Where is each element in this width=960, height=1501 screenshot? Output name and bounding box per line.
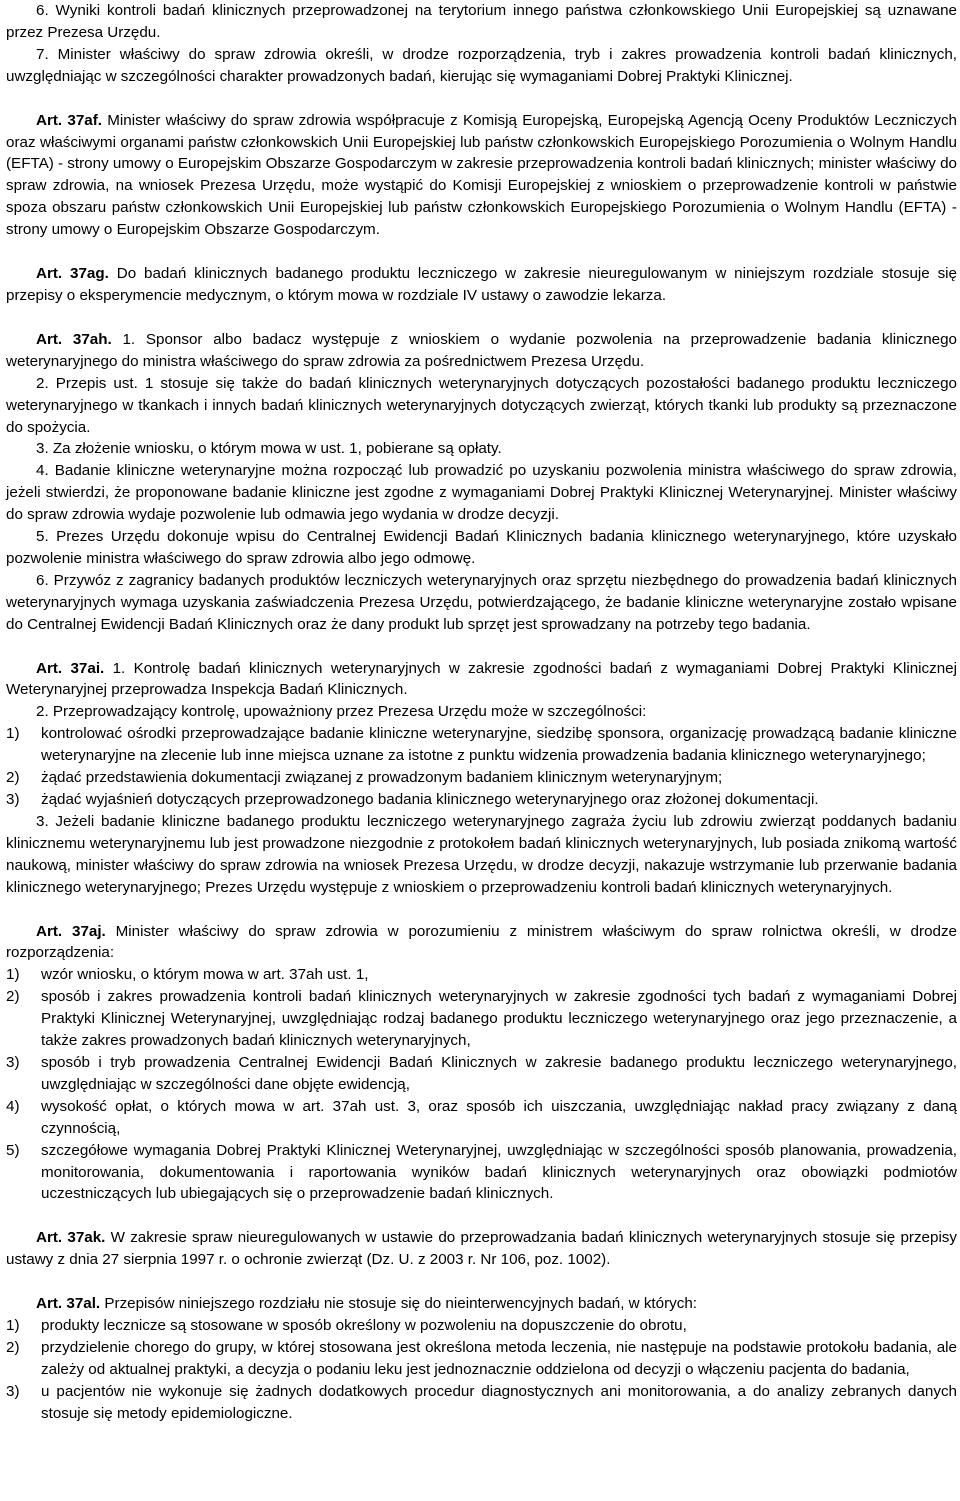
article-37ai-paragraph-3: 3. Jeżeli badanie kliniczne badanego produktu leczniczego weterynaryjnego zagraża życiu lub zdrowiu zwierząt poddanych badaniu klinicznemu weterynaryjnemu lub jest prowadzone niezgodnie z protokołem badań klinicznych weterynaryjnych, lub posiada znikomą wartość naukową, minister właściwy do spraw zdrowia na wniosek Prezesa Urzędu, w drodze decyzji, nakazuje wstrzymanie lub przerwanie badania klinicznego weterynaryjnego; Prezes Urzędu występuje z wnioskiem o przeprowadzeniu kontroli badań klinicznych weterynaryjnych. xyxy=(6,812,957,896)
article-37aj-text: Minister właściwy do spraw zdrowia w porozumieniu z ministrem właściwym do spraw rolnictwa określi, w drodze rozporządzenia: xyxy=(6,922,957,962)
paragraph-7: 7. Minister właściwy do spraw zdrowia określi, w drodze rozporządzenia, tryb i zakres prowadzenia kontroli badań klinicznych, uwzględniając w szczególności charakter prowadzonych badań, kierując się wymaganiami Dobrej Praktyki Klinicznej. xyxy=(6,45,957,85)
list-item xyxy=(6,1140,957,1206)
list-item-number: 1) xyxy=(6,1317,20,1335)
list-item-text: szczegółowe wymagania Dobrej Praktyki Klinicznej Weterynaryjnej, uwzględniając w szczególności sposób planowania, prowadzenia, monitorowania, dokumentowania i raportowania wyników badań klinicznych weterynaryjnych oraz obowiązki podmiotów uczestniczących lub ubiegających się o przeprowadzenie badań klinicznych. xyxy=(41,1141,957,1203)
article-37ai-heading: Art. 37ai. xyxy=(36,659,105,677)
article-37ai-paragraph-1: 1. Kontrolę badań klinicznych weterynaryjnych w zakresie zgodności badań z wymaganiami Dobrej Praktyki Klinicznej Weterynaryjnej przeprowadza Inspekcja Badań Klinicznych. xyxy=(6,659,957,699)
list-item xyxy=(6,1337,957,1381)
list-item xyxy=(6,1381,957,1425)
article-37af-heading: Art. 37af. xyxy=(36,111,103,129)
paragraph-6: 6. Wyniki kontroli badań klinicznych przeprowadzonej na terytorium innego państwa członkowskiego Unii Europejskiej są uznawane przez Prezesa Urzędu. xyxy=(6,2,957,41)
article-37ag-heading: Art. 37ag. xyxy=(36,265,109,283)
list-item-text: sposób i tryb prowadzenia Centralnej Ewidencji Badań Klinicznych w zakresie badanego produktu leczniczego weterynaryjnego, uwzględniając w szczególności dane objęte ewidencją, xyxy=(41,1053,957,1093)
article-37aj-heading: Art. 37aj. xyxy=(36,922,106,940)
list-item xyxy=(6,767,957,789)
list-item-text: kontrolować ośrodki przeprowadzające badanie kliniczne weterynaryjne, siedzibę sponsora, organizację prowadzącą badanie kliniczne weterynaryjne na zlecenie lub inne miejsca uznane za istotne z punktu widzenia prowadzenia badania klinicznego weterynaryjnego; xyxy=(41,725,957,765)
list-item xyxy=(6,1315,957,1337)
article-37ag xyxy=(6,263,957,307)
list-item xyxy=(6,1096,957,1140)
article-37al-heading: Art. 37al. xyxy=(36,1295,101,1313)
list-item xyxy=(6,964,957,986)
article-37ah-paragraph-3: 3. Za złożenie wniosku, o którym mowa w ust. 1, pobierane są opłaty. xyxy=(36,440,502,458)
list-item-text: wzór wniosku, o którym mowa w art. 37ah ust. 1, xyxy=(41,966,369,984)
list-item-text: sposób i zakres prowadzenia kontroli badań klinicznych weterynaryjnych w zakresie zgodności tych badań z wymaganiami Dobrej Praktyki Klinicznej Weterynaryjnej, uwzględniając rodzaj badanego produktu leczniczego weterynaryjnego oraz jego przeznaczenie, a także zakres prowadzonych badań klinicznych weterynaryjnych, xyxy=(41,988,957,1050)
article-37ah-heading: Art. 37ah. xyxy=(36,330,112,348)
list-item-text: przydzielenie chorego do grupy, w której stosowana jest określona metoda leczenia, nie następuje na podstawie protokołu badania, ale zależy od aktualnej praktyki, a decyzja o podaniu leku jest jednoznacznie oddzielona od decyzji o włączeniu pacjenta do badania, xyxy=(41,1338,957,1378)
list-item xyxy=(6,1052,957,1096)
article-37ak-text: W zakresie spraw nieuregulowanych w ustawie do przeprowadzania badań klinicznych weterynaryjnych stosuje się przepisy ustawy z dnia 27 sierpnia 1997 r. o ochronie zwierząt (Dz. U. z 2003 r. Nr 106, poz. 1002). xyxy=(6,1229,957,1269)
list-item xyxy=(6,723,957,767)
article-37ak xyxy=(6,1227,957,1271)
list-item xyxy=(6,789,957,811)
list-item-text: wysokość opłat, o których mowa w art. 37ah ust. 3, oraz sposób ich uiszczania, uwzględniając nakład pracy związany z daną czynnością, xyxy=(41,1097,957,1137)
list-item-text: żądać przedstawienia dokumentacji związanej z prowadzonym badaniem klinicznym weterynaryjnym; xyxy=(41,769,723,787)
article-37ah xyxy=(6,329,957,373)
article-37al-text: Przepisów niniejszego rozdziału nie stosuje się do nieinterwencyjnych badań, w których: xyxy=(100,1295,697,1313)
list-item-text: żądać wyjaśnień dotyczących przeprowadzonego badania klinicznego weterynaryjnego oraz złożonej dokumentacji. xyxy=(41,791,819,808)
list-item-number: 3) xyxy=(6,1382,20,1400)
list-item-text: u pacjentów nie wykonuje się żadnych dodatkowych procedur diagnostycznych ani monitorowania, a do analizy zebranych danych stosuje się metody epidemiologiczne. xyxy=(41,1382,957,1422)
list-item-number: 5) xyxy=(6,1141,20,1159)
list-item-number: 2) xyxy=(6,988,20,1006)
article-37ak-heading: Art. 37ak. xyxy=(36,1229,106,1247)
list-item-number: 2) xyxy=(6,769,20,787)
list-item-number: 1) xyxy=(6,725,20,743)
article-37af xyxy=(6,110,957,241)
article-37ag-text: Do badań klinicznych badanego produktu leczniczego w zakresie nieuregulowanym w niniejszym rozdziale stosuje się przepisy o eksperymencie medycznym, o którym mowa w rozdziale IV ustawy o zawodzie lekarza. xyxy=(6,265,957,304)
list-item-number: 3) xyxy=(6,791,20,808)
article-37ah-paragraph-6: 6. Przywóz z zagranicy badanych produktów leczniczych weterynaryjnych oraz sprzętu niezbędnego do prowadzenia badań klinicznych weterynaryjnych wymaga uzyskania zaświadczenia Prezesa Urzędu, potwierdzającego, że badanie kliniczne weterynaryjne zostało wpisane do Centralnej Ewidencji Badań Klinicznych oraz że dany produkt lub sprzęt jest sprowadzany na potrzeby tego badania. xyxy=(6,571,957,633)
list-item-number: 4) xyxy=(6,1097,20,1115)
article-37ah-paragraph-4: 4. Badanie kliniczne weterynaryjne można rozpocząć lub prowadzić po uzyskaniu pozwolenia ministra właściwego do spraw zdrowia, jeżeli stwierdzi, że proponowane badanie kliniczne jest zgodne z wymaganiami Dobrej Praktyki Klinicznej Weterynaryjnej. Minister właściwy do spraw zdrowia wydaje pozwolenie lub odmawia jego wydania w drodze decyzji. xyxy=(6,462,957,524)
list-item-number: 1) xyxy=(6,966,20,984)
list-item xyxy=(6,986,957,1052)
article-37ah-paragraph-5: 5. Prezes Urzędu dokonuje wpisu do Centralnej Ewidencji Badań Klinicznych badania klinicznego weterynaryjnego, które uzyskało pozwolenie ministra właściwego do spraw zdrowia albo jego odmowę. xyxy=(6,528,957,567)
list-item-number: 2) xyxy=(6,1338,20,1356)
article-37af-text: Minister właściwy do spraw zdrowia współpracuje z Komisją Europejską, Europejską Agencją Oceny Produktów Leczniczych oraz właściwymi organami państw członkowskich Unii Europejskiej lub państw członkowskich Europejskiego Porozumienia o Wolnym Handlu (EFTA) - strony umowy o Europejskim Obszarze Gospodarczym w zakresie przeprowadzenia kontroli badań klinicznych; minister właściwy do spraw zdrowia, na wniosek Prezesa Urzędu, może wystąpić do Komisji Europejskiej z wnioskiem o przeprowadzenie kontroli w państwie spoza obszaru państw członkowskich Unii Europejskiej lub państw członkowskich Europejskiego Porozumienia o Wolnym Handlu (EFTA) - strony umowy o Europejskim Obszarze Gospodarczym. xyxy=(6,111,957,239)
list-item-text: produkty lecznicze są stosowane w sposób określony w pozwoleniu na dopuszczenie do obrotu, xyxy=(41,1317,687,1335)
article-37ah-paragraph-2: 2. Przepis ust. 1 stosuje się także do badań klinicznych weterynaryjnych dotyczących pozostałości badanego produktu leczniczego weterynaryjnego w tkankach i innych badań klinicznych weterynaryjnych dotyczących zwierząt, których tkanki lub produkty są przeznaczone do spożycia. xyxy=(6,374,957,436)
article-37ai xyxy=(6,658,957,702)
article-37ah-paragraph-1: 1. Sponsor albo badacz występuje z wnioskiem o wydanie pozwolenia na przeprowadzenie badania klinicznego weterynaryjnego do ministra właściwego do spraw zdrowia za pośrednictwem Prezesa Urzędu. xyxy=(6,330,957,370)
list-item-number: 3) xyxy=(6,1053,20,1071)
article-37al xyxy=(6,1293,957,1315)
article-37aj xyxy=(6,921,957,965)
article-37ai-paragraph-2: 2. Przeprowadzający kontrolę, upoważniony przez Prezesa Urzędu może w szczególności: xyxy=(36,703,647,721)
